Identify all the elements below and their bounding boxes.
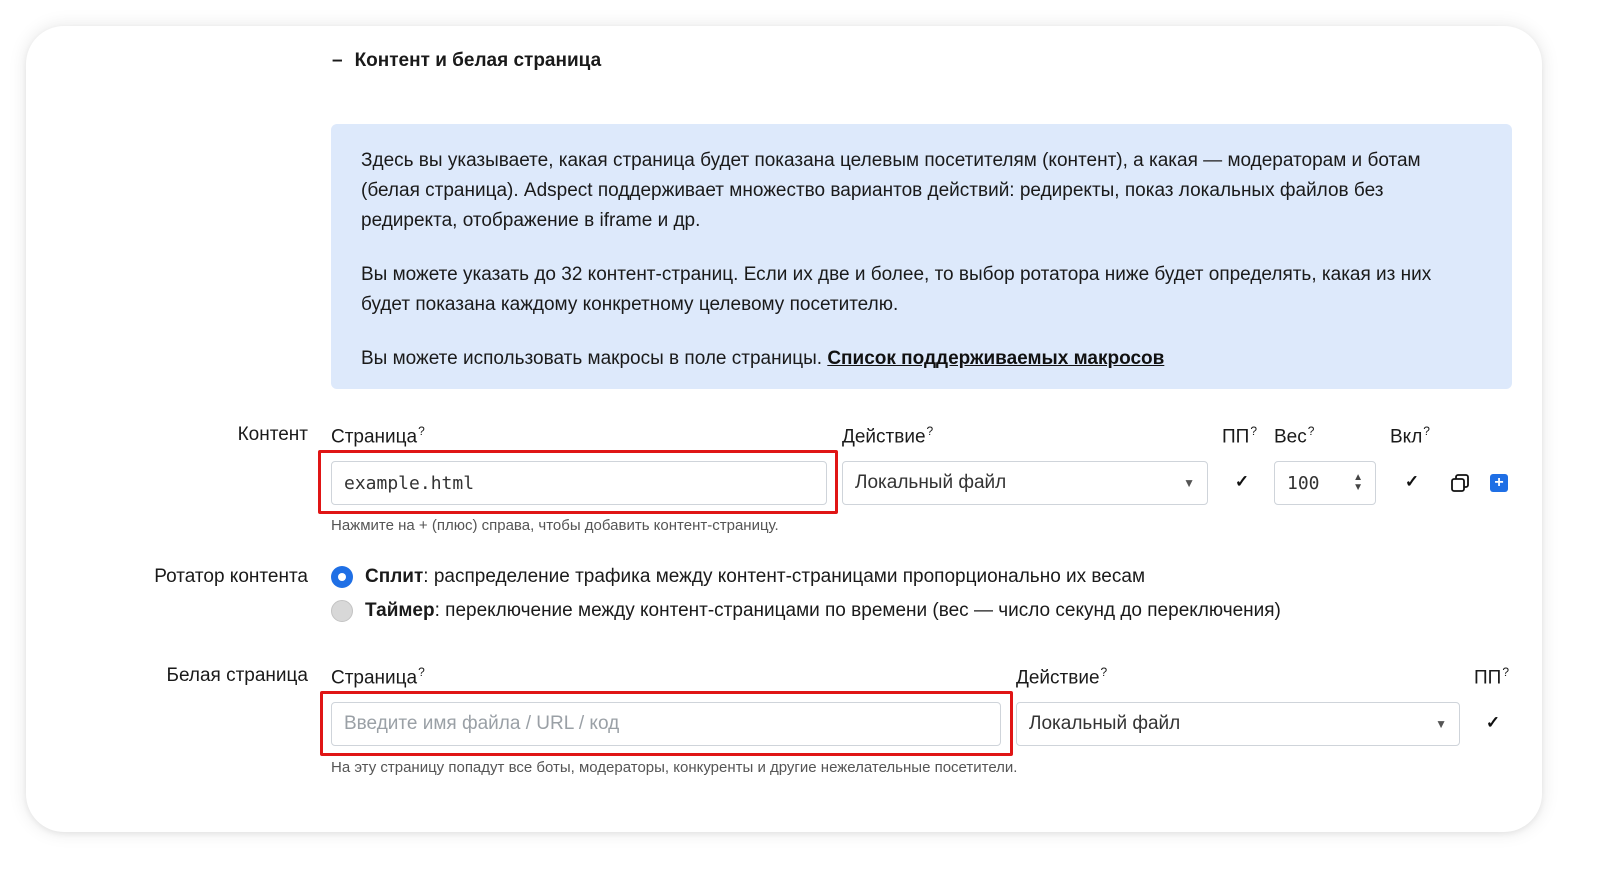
white-pp-checkbox[interactable]: ✓ <box>1485 713 1501 732</box>
white-action-header-text: Действие <box>1016 667 1100 689</box>
content-on-header <box>1390 424 1430 448</box>
info-paragraph-2: Вы можете указать до 32 контент-страниц. Если их две и более, то выбор ротатора ниже будет определять, какая из них будет показана каждому конкретному целевому посетителю. <box>361 264 1432 315</box>
content-pp-header <box>1222 424 1257 448</box>
collapse-icon: – <box>332 50 343 71</box>
dropdown-caret-icon: ▼ <box>1183 476 1195 490</box>
content-hint: Нажмите на + (плюс) справа, чтобы добавить контент-страницу. <box>331 517 779 534</box>
section-toggle[interactable] <box>332 50 601 72</box>
info-box <box>331 124 1512 389</box>
content-page-input[interactable] <box>331 461 827 505</box>
white-action-header <box>1016 665 1107 689</box>
white-page-header-text: Страница <box>331 667 418 689</box>
white-page-hint: На эту страницу попадут все боты, модераторы, конкуренты и другие нежелательные посетители. <box>331 759 1018 776</box>
white-action-select[interactable] <box>1016 702 1460 746</box>
help-icon[interactable]: ? <box>1502 665 1509 679</box>
content-action-header <box>842 424 933 448</box>
white-page-header <box>331 665 425 689</box>
content-on-checkbox[interactable]: ✓ <box>1404 472 1420 491</box>
help-icon[interactable]: ? <box>926 424 934 438</box>
radio-selected-icon[interactable] <box>331 566 353 588</box>
content-weight-header <box>1274 424 1314 448</box>
help-icon[interactable]: ? <box>418 665 425 679</box>
stepper-icon[interactable]: ▲ ▼ <box>1353 472 1363 493</box>
content-page-header <box>331 424 425 448</box>
white-pp-header <box>1474 665 1509 689</box>
dropdown-caret-icon: ▼ <box>1435 717 1447 731</box>
content-weight-header-text: Вес <box>1274 426 1307 448</box>
white-pp-header-text: ПП <box>1474 667 1502 689</box>
rotator-option-timer[interactable] <box>331 600 1281 622</box>
white-page-placeholder: Введите имя файла / URL / код <box>344 713 620 734</box>
info-paragraph-3-text: Вы можете использовать макросы в поле страницы. <box>361 348 828 369</box>
content-action-header-text: Действие <box>842 426 926 448</box>
help-icon[interactable]: ? <box>418 424 425 438</box>
add-content-page-icon[interactable]: + <box>1490 474 1508 492</box>
macros-link[interactable]: Список поддерживаемых макросов <box>827 348 1165 369</box>
content-pp-checkbox[interactable]: ✓ <box>1234 472 1250 491</box>
content-page-value: example.html <box>344 472 475 494</box>
content-weight-value: 100 <box>1287 472 1320 494</box>
content-pp-header-text: ПП <box>1222 426 1250 448</box>
help-icon[interactable]: ? <box>1423 424 1430 438</box>
rotator-option-timer-text: Таймер: переключение между контент-страницами по времени (вес — число секунд до переключения) <box>365 600 1281 621</box>
white-page-row-label: Белая страница <box>166 665 308 686</box>
info-paragraph-3 <box>361 344 1482 374</box>
rotator-option-split[interactable] <box>331 566 1145 588</box>
help-icon[interactable]: ? <box>1100 665 1108 679</box>
section-title: Контент и белая страница <box>354 50 602 71</box>
content-action-value: Локальный файл <box>855 472 1007 493</box>
radio-unselected-icon[interactable] <box>331 600 353 622</box>
rotator-option-split-text: Сплит: распределение трафика между контент-страницами пропорционально их весам <box>365 566 1146 587</box>
content-action-select[interactable] <box>842 461 1208 505</box>
content-weight-input[interactable] <box>1274 461 1376 505</box>
content-row-label: Контент <box>237 424 308 445</box>
help-icon[interactable]: ? <box>1307 424 1315 438</box>
content-page-header-text: Страница <box>331 426 418 448</box>
help-icon[interactable]: ? <box>1250 424 1257 438</box>
rotator-label: Ротатор контента <box>154 566 308 587</box>
content-on-header-text: Вкл <box>1390 426 1423 448</box>
white-page-input[interactable] <box>331 702 1001 746</box>
info-paragraph-1: Здесь вы указываете, какая страница будет показана целевым посетителям (контент), а какая — модераторам и ботам (белая страница). Adspect поддерживает множество вариантов действий: редиректы, показ локальных файлов без редиректа, отображение в iframe и др. <box>361 150 1421 231</box>
white-action-value: Локальный файл <box>1029 713 1181 734</box>
copy-icon[interactable] <box>1450 473 1470 498</box>
